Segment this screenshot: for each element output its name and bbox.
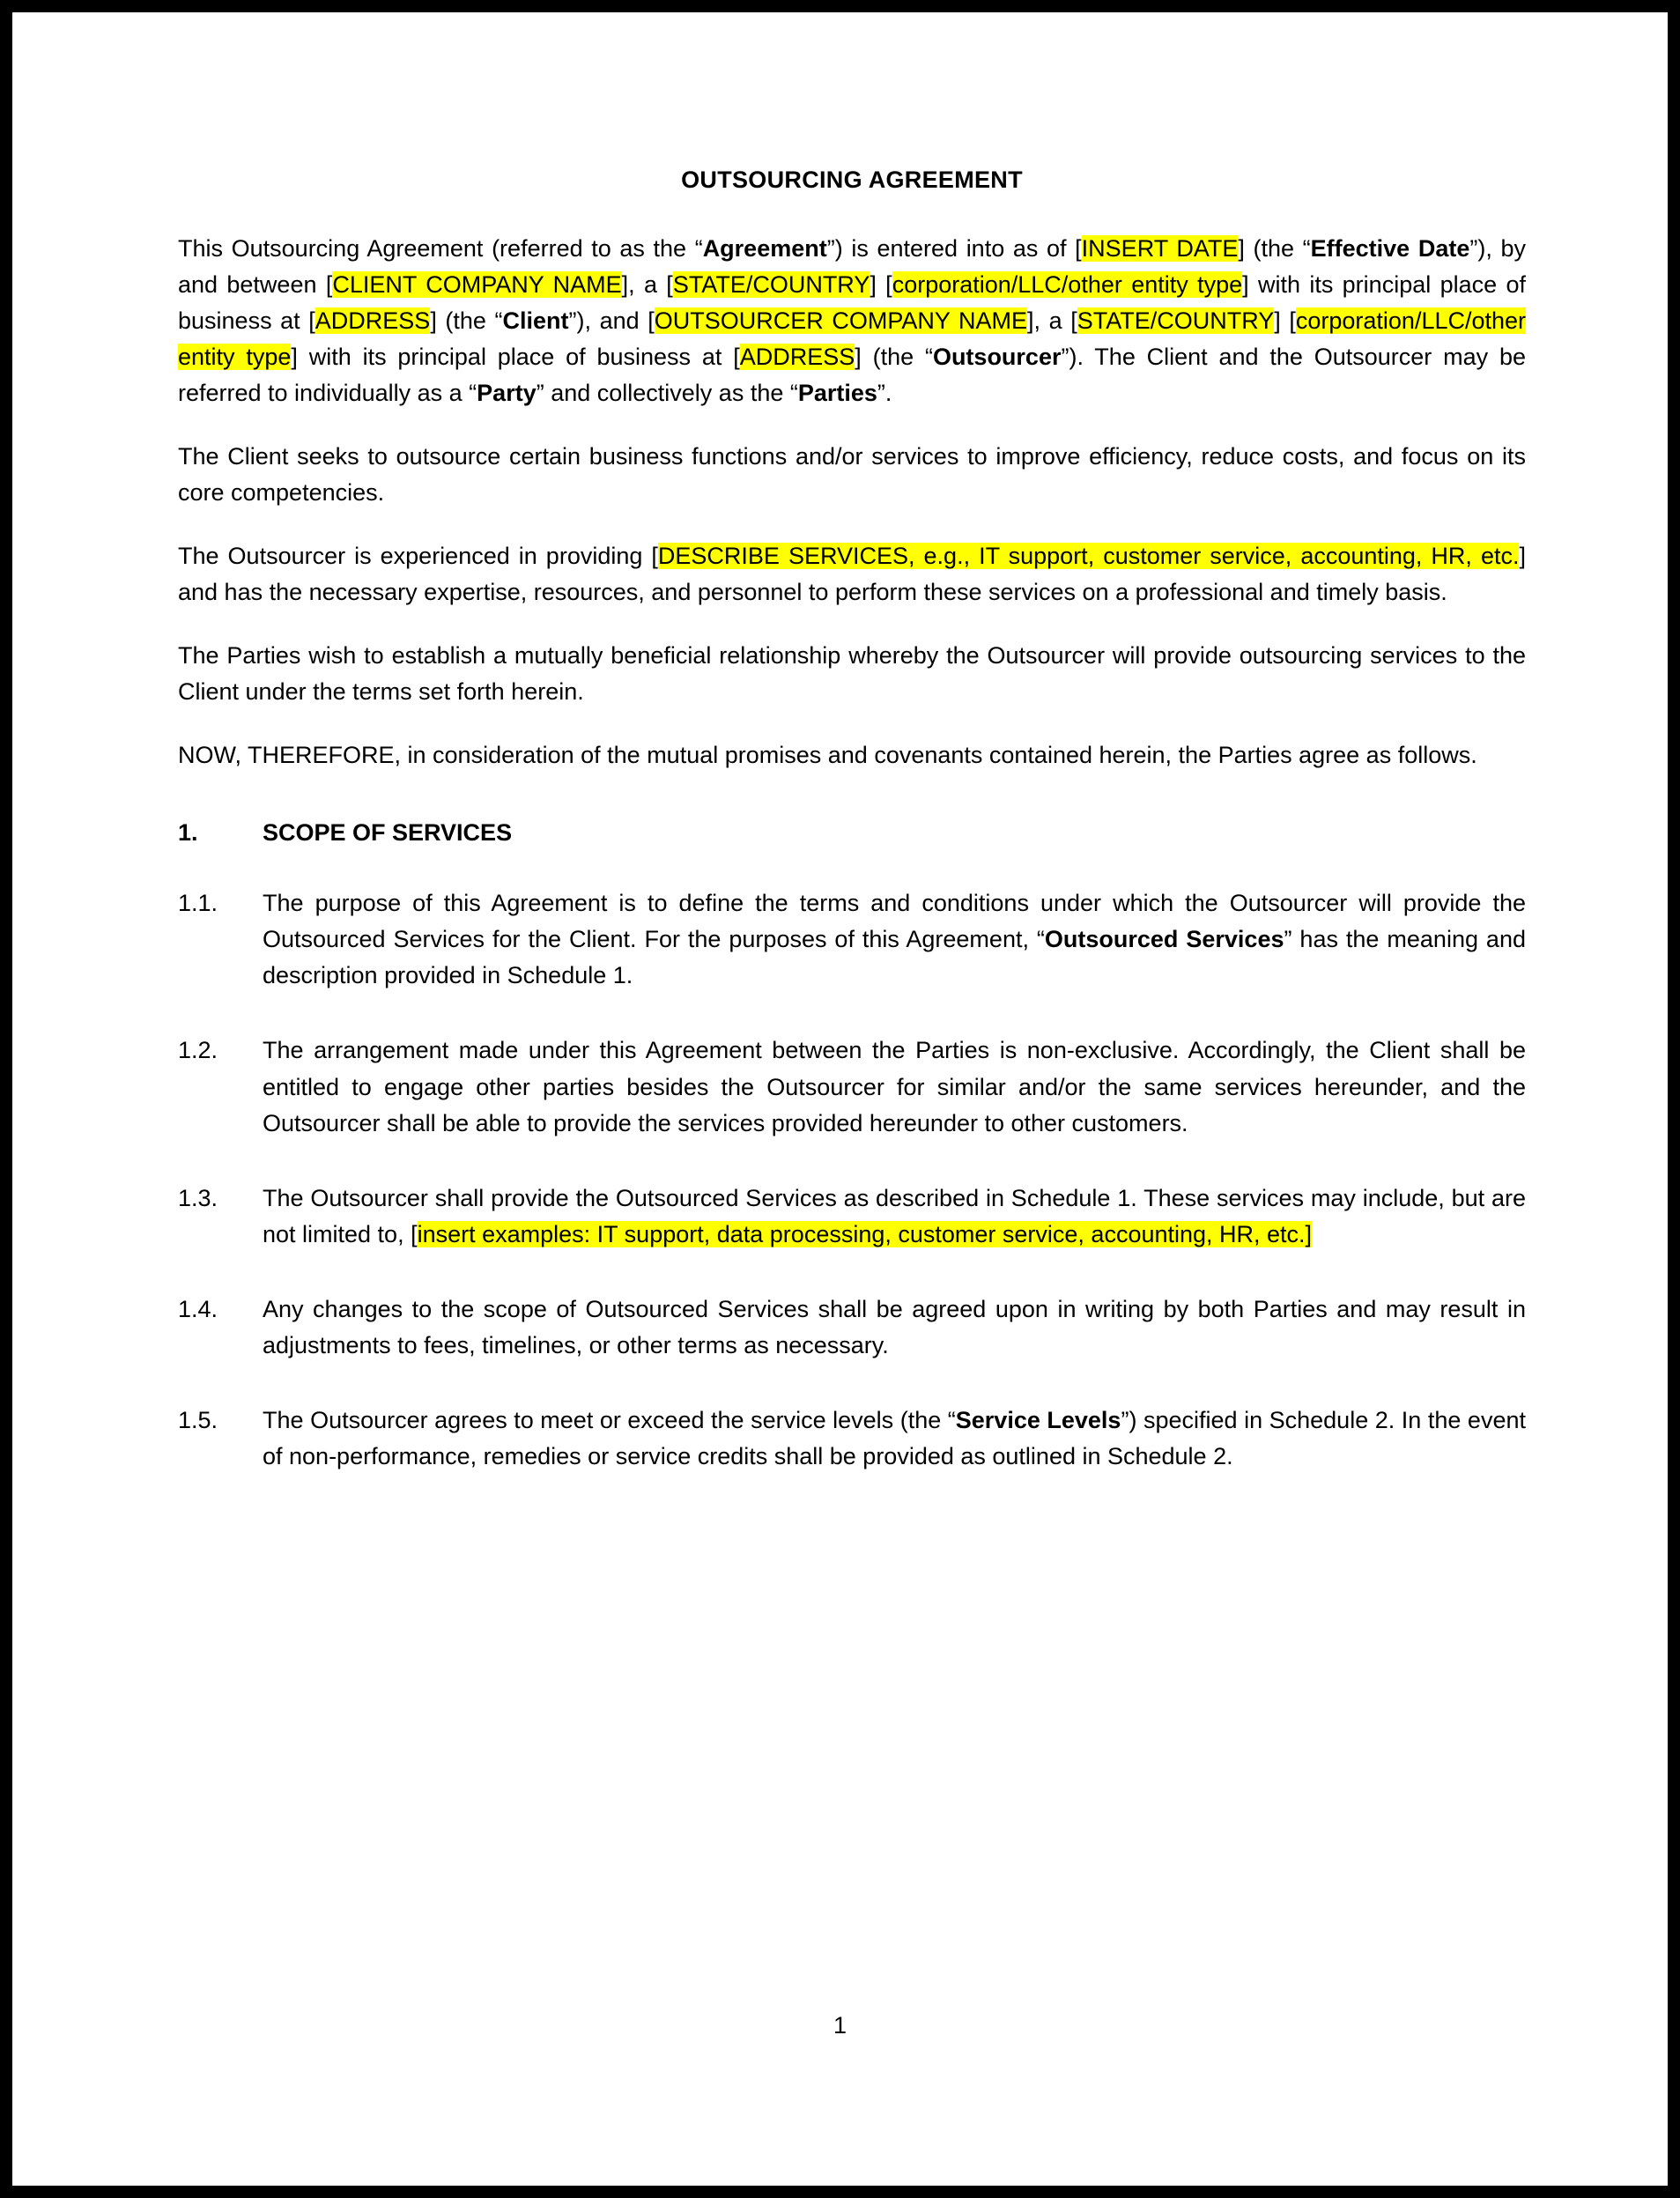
text-run: ] (the “ bbox=[430, 307, 503, 335]
clause-body bbox=[263, 1402, 1526, 1475]
clause-1-1 bbox=[178, 885, 1526, 994]
clause-body bbox=[263, 885, 1526, 994]
defined-term-agreement: Agreement bbox=[702, 235, 827, 262]
document-title: OUTSOURCING AGREEMENT bbox=[681, 167, 1023, 193]
text-run: ] and has the necessary expertise, resources, and personnel to perform these services on a professional and timely basis. bbox=[178, 543, 1526, 606]
placeholder-client-entity-type: corporation/LLC/other entity type bbox=[892, 271, 1243, 299]
text-run: ” has the meaning and description provided in Schedule 1. bbox=[263, 926, 1526, 989]
placeholder-insert-date: INSERT DATE bbox=[1081, 235, 1239, 262]
text-run: The Outsourcer is experienced in providing [ bbox=[178, 543, 658, 570]
recital-paragraph-parties bbox=[178, 231, 1526, 411]
clause-1-4 bbox=[178, 1291, 1526, 1364]
text-run: The Outsourcer shall provide the Outsourced Services as described in Schedule 1. These services may include, but are not limited to, [ bbox=[263, 1184, 1526, 1247]
defined-term-client: Client bbox=[502, 307, 569, 335]
clause-1-3 bbox=[178, 1180, 1526, 1253]
text-run: ”) is entered into as of [ bbox=[826, 235, 1082, 262]
text-run: ] (the “ bbox=[1238, 235, 1311, 262]
text-run: ], a [ bbox=[1027, 307, 1077, 335]
document-page bbox=[12, 12, 1668, 2186]
recital-paragraph-now-therefore: NOW, THEREFORE, in consideration of the mutual promises and covenants contained herein, the Parties agree as follows. bbox=[178, 742, 1477, 769]
text-run: ] (the “ bbox=[855, 344, 933, 371]
text-run: ] with its principal place of business at [ bbox=[178, 271, 1526, 335]
defined-term-party: Party bbox=[477, 380, 537, 407]
clause-number: 1.3. bbox=[178, 1184, 218, 1211]
defined-term-service-levels: Service Levels bbox=[955, 1406, 1121, 1433]
clause-number: 1.1. bbox=[178, 890, 218, 917]
clause-1-2 bbox=[178, 1032, 1526, 1141]
text-run: ] [ bbox=[870, 271, 892, 299]
placeholder-insert-examples: insert examples: IT support, data processing, customer service, accounting, HR, etc.] bbox=[417, 1220, 1313, 1247]
text-run: ”. bbox=[877, 380, 892, 407]
text-run: ] [ bbox=[1274, 307, 1296, 335]
text-run: ], a [ bbox=[621, 271, 673, 299]
placeholder-outsourcer-company-name: OUTSOURCER COMPANY NAME bbox=[654, 307, 1028, 335]
text-run: ”), and [ bbox=[568, 307, 655, 335]
text-run: ”) specified in Schedule 2. In the event of non-performance, remedies or service credits shall be provided as outlined in Schedule 2. bbox=[263, 1406, 1526, 1469]
placeholder-describe-services: DESCRIBE SERVICES, e.g., IT support, customer service, accounting, HR, etc. bbox=[657, 543, 1520, 570]
placeholder-outsourcer-address: ADDRESS bbox=[739, 344, 855, 371]
defined-term-outsourced-services: Outsourced Services bbox=[1044, 926, 1284, 953]
defined-term-parties: Parties bbox=[797, 380, 877, 407]
text-run: ”), by and between [ bbox=[178, 235, 1526, 299]
placeholder-outsourcer-entity-type: corporation/LLC/other entity type bbox=[178, 307, 1527, 371]
placeholder-client-company-name: CLIENT COMPANY NAME bbox=[332, 271, 622, 299]
clause-body bbox=[263, 1180, 1526, 1253]
clause-number: 1.2. bbox=[178, 1037, 218, 1064]
text-run: ”). The Client and the Outsourcer may be referred to individually as a “ bbox=[178, 344, 1526, 407]
section-number: 1. bbox=[178, 819, 198, 847]
clause-number: 1.5. bbox=[178, 1406, 218, 1433]
defined-term-outsourcer: Outsourcer bbox=[932, 344, 1062, 371]
section-heading-scope-of-services bbox=[178, 819, 1526, 847]
text-run: The Outsourcer agrees to meet or exceed the service levels (the “ bbox=[263, 1406, 956, 1433]
placeholder-client-address: ADDRESS bbox=[315, 307, 431, 335]
clause-1-5 bbox=[178, 1402, 1526, 1475]
text-run: The purpose of this Agreement is to define the terms and conditions under which the Outsourcer will provide the Outsourced Services for the Client. For the purposes of this Agreement, “ bbox=[263, 890, 1526, 953]
page-number: 1 bbox=[833, 2012, 847, 2039]
defined-term-effective-date: Effective Date bbox=[1310, 235, 1470, 262]
recital-paragraph-outsourcer-experience bbox=[178, 538, 1526, 611]
clause-number: 1.4. bbox=[178, 1295, 218, 1322]
recital-paragraph-mutual-relationship: The Parties wish to establish a mutually beneficial relationship whereby the Outsourcer will provide outsourcing services to the Client under the terms set forth herein. bbox=[178, 642, 1526, 706]
clause-body: Any changes to the scope of Outsourced Services shall be agreed upon in writing by both Parties and may result in adjustments to fees, timelines, or other terms as necessary. bbox=[263, 1295, 1526, 1358]
clause-body: The arrangement made under this Agreement between the Parties is non-exclusive. Accordingly, the Client shall be entitled to engage other parties besides the Outsourcer for similar and/or the same services hereunder, and the Outsourcer shall be able to provide the services provided hereunder to other customers. bbox=[263, 1037, 1526, 1136]
text-run: This Outsourcing Agreement (referred to as the “ bbox=[178, 235, 703, 262]
section-title: SCOPE OF SERVICES bbox=[263, 819, 513, 847]
placeholder-outsourcer-state-country: STATE/COUNTRY bbox=[1077, 307, 1275, 335]
placeholder-client-state-country: STATE/COUNTRY bbox=[672, 271, 870, 299]
recital-paragraph-client-seeks: The Client seeks to outsource certain business functions and/or services to improve efficiency, reduce costs, and focus on its core competencies. bbox=[178, 443, 1526, 507]
text-run: ” and collectively as the “ bbox=[536, 380, 798, 407]
text-run: ] with its principal place of business at [ bbox=[291, 344, 740, 371]
document-content bbox=[178, 167, 1526, 1513]
